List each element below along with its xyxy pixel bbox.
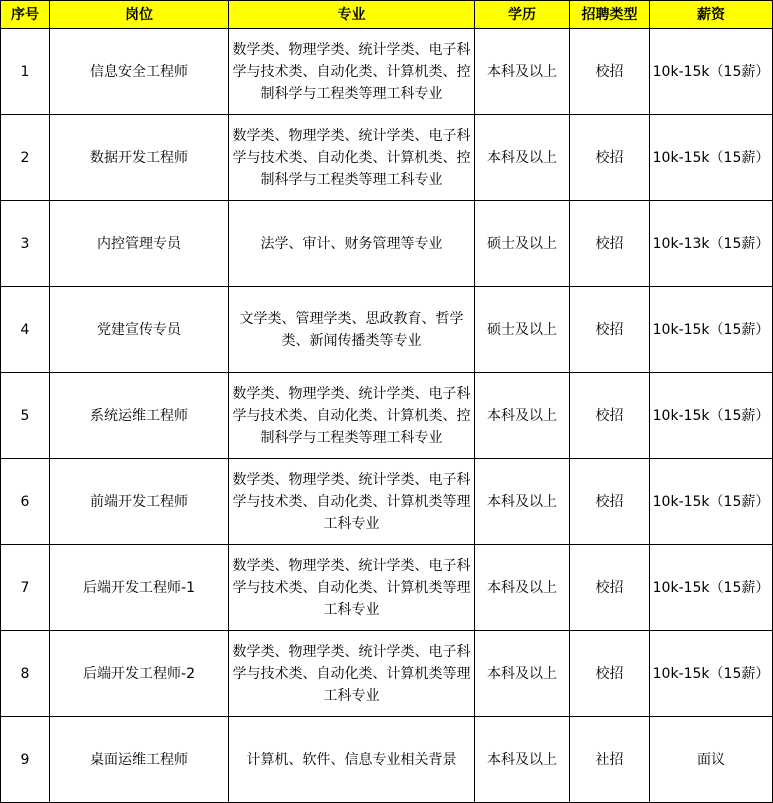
cell-major: 数学类、物理学类、统计学类、电子科学与技术类、自动化类、计算机类等理工科专业: [229, 545, 475, 631]
cell-education: 本科及以上: [475, 459, 570, 545]
cell-major: 数学类、物理学类、统计学类、电子科学与技术类、自动化类、计算机类等理工科专业: [229, 631, 475, 717]
header-type: 招聘类型: [570, 1, 650, 29]
cell-education: 本科及以上: [475, 545, 570, 631]
cell-no: 7: [1, 545, 50, 631]
cell-salary: 10k-13k（15薪）: [650, 201, 773, 287]
table-row: [1, 459, 773, 545]
cell-no: 9: [1, 717, 50, 803]
table-row: [1, 115, 773, 201]
cell-major: 数学类、物理学类、统计学类、电子科学与技术类、自动化类、计算机类等理工科专业: [229, 459, 475, 545]
header-no: 序号: [1, 1, 50, 29]
cell-major: 数学类、物理学类、统计学类、电子科学与技术类、自动化类、计算机类、控制科学与工程类等理工科专业: [229, 373, 475, 459]
cell-no: 1: [1, 29, 50, 115]
table-row: [1, 545, 773, 631]
cell-no: 6: [1, 459, 50, 545]
cell-major: 法学、审计、财务管理等专业: [229, 201, 475, 287]
cell-major: 数学类、物理学类、统计学类、电子科学与技术类、自动化类、计算机类、控制科学与工程类等理工科专业: [229, 115, 475, 201]
cell-position: 党建宣传专员: [50, 287, 229, 373]
cell-no: 3: [1, 201, 50, 287]
cell-type: 校招: [570, 29, 650, 115]
cell-salary: 10k-15k（15薪）: [650, 29, 773, 115]
table-row: [1, 717, 773, 803]
cell-salary: 10k-15k（15薪）: [650, 545, 773, 631]
cell-education: 硕士及以上: [475, 287, 570, 373]
table-row: [1, 631, 773, 717]
cell-type: 校招: [570, 545, 650, 631]
cell-salary: 10k-15k（15薪）: [650, 459, 773, 545]
cell-type: 校招: [570, 201, 650, 287]
cell-type: 校招: [570, 459, 650, 545]
table-row: [1, 201, 773, 287]
cell-salary: 10k-15k（15薪）: [650, 115, 773, 201]
table-row: [1, 373, 773, 459]
header-education: 学历: [475, 1, 570, 29]
header-salary: 薪资: [650, 1, 773, 29]
header-major: 专业: [229, 1, 475, 29]
cell-position: 前端开发工程师: [50, 459, 229, 545]
cell-major: 文学类、管理学类、思政教育、哲学类、新闻传播类等专业: [229, 287, 475, 373]
cell-salary: 10k-15k（15薪）: [650, 373, 773, 459]
header-row: [1, 1, 773, 29]
cell-no: 4: [1, 287, 50, 373]
cell-education: 本科及以上: [475, 717, 570, 803]
cell-no: 8: [1, 631, 50, 717]
cell-salary: 10k-15k（15薪）: [650, 287, 773, 373]
cell-position: 信息安全工程师: [50, 29, 229, 115]
cell-major: 计算机、软件、信息专业相关背景: [229, 717, 475, 803]
cell-type: 校招: [570, 373, 650, 459]
cell-major: 数学类、物理学类、统计学类、电子科学与技术类、自动化类、计算机类、控制科学与工程类等理工科专业: [229, 29, 475, 115]
cell-education: 本科及以上: [475, 115, 570, 201]
cell-position: 内控管理专员: [50, 201, 229, 287]
cell-position: 桌面运维工程师: [50, 717, 229, 803]
table-row: [1, 29, 773, 115]
cell-type: 校招: [570, 287, 650, 373]
cell-salary: 面议: [650, 717, 773, 803]
cell-no: 2: [1, 115, 50, 201]
cell-type: 校招: [570, 631, 650, 717]
cell-type: 校招: [570, 115, 650, 201]
cell-position: 后端开发工程师-1: [50, 545, 229, 631]
cell-type: 社招: [570, 717, 650, 803]
cell-position: 后端开发工程师-2: [50, 631, 229, 717]
header-position: 岗位: [50, 1, 229, 29]
cell-salary: 10k-15k（15薪）: [650, 631, 773, 717]
cell-education: 本科及以上: [475, 29, 570, 115]
cell-position: 数据开发工程师: [50, 115, 229, 201]
cell-education: 本科及以上: [475, 373, 570, 459]
cell-education: 本科及以上: [475, 631, 570, 717]
table-row: [1, 287, 773, 373]
cell-education: 硕士及以上: [475, 201, 570, 287]
cell-no: 5: [1, 373, 50, 459]
cell-position: 系统运维工程师: [50, 373, 229, 459]
